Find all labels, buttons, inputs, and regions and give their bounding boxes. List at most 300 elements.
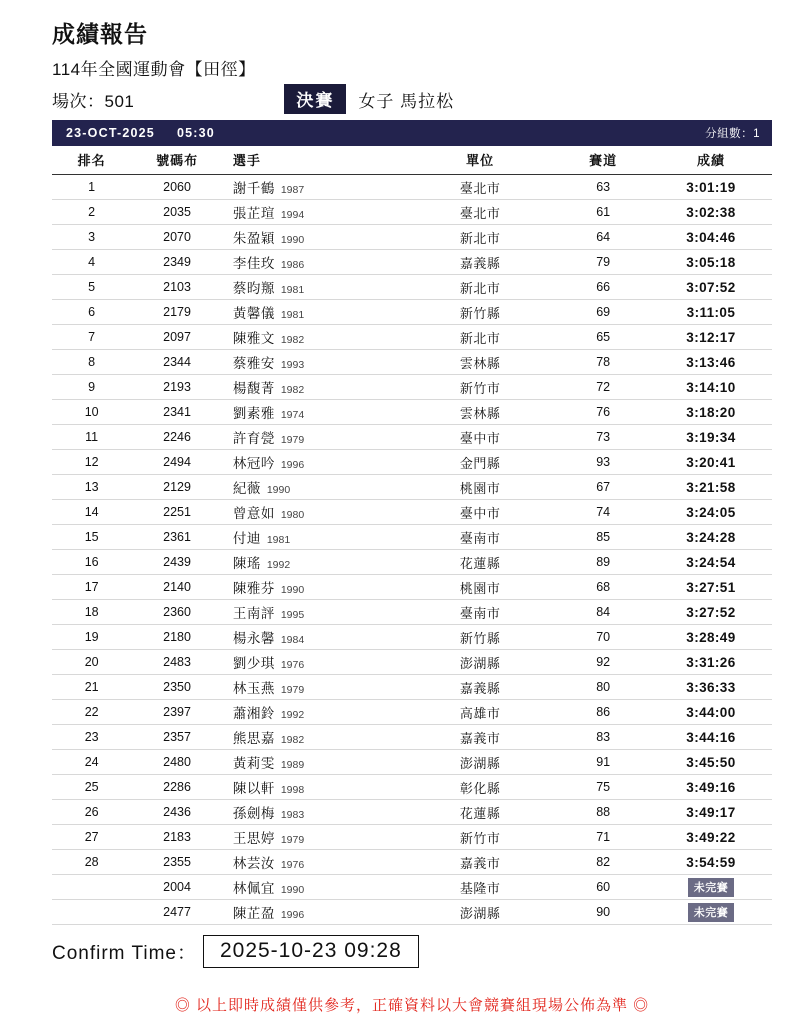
table-row [52,600,772,625]
table-row [52,625,772,650]
athlete-birth-year: 1982 [280,384,305,396]
column-header-team: 單位 [404,146,557,175]
table-row [52,525,772,550]
cell-rank [52,900,131,925]
results-table [52,146,772,925]
cell-team [404,400,557,425]
cell-rank: 19 [52,625,131,650]
cell-team [404,175,557,200]
team-name: 新竹市 [459,830,501,846]
cell-rank: 12 [52,450,131,475]
cell-mark: 3:19:34 [650,425,772,450]
column-header-rank: 排名 [52,146,131,175]
cell-bib: 2350 [131,675,223,700]
cell-mark: 3:01:19 [650,175,772,200]
athlete-name: 紀薇 [232,481,261,496]
cell-athlete [223,575,404,600]
cell-team [404,250,557,275]
cell-athlete [223,825,404,850]
cell-team [404,275,557,300]
cell-mark: 3:11:05 [650,300,772,325]
team-name: 新竹縣 [459,305,501,321]
round-badge: 決賽 [284,84,346,114]
table-header-row [52,146,772,175]
cell-bib: 2179 [131,300,223,325]
team-name: 桃園市 [459,480,501,496]
cell-team [404,850,557,875]
cell-lane: 90 [556,900,650,925]
cell-bib: 2361 [131,525,223,550]
cell-lane: 82 [556,850,650,875]
table-row [52,700,772,725]
athlete-name: 黃馨儀 [232,306,275,321]
cell-team [404,650,557,675]
cell-team [404,200,557,225]
athlete-name: 張芷瑄 [232,206,275,221]
team-name: 新竹市 [459,380,501,396]
cell-bib: 2439 [131,550,223,575]
athlete-birth-year: 1979 [280,434,305,446]
team-name: 臺南市 [459,605,501,621]
table-row [52,900,772,925]
cell-team [404,625,557,650]
cell-lane: 71 [556,825,650,850]
athlete-name: 林芸汝 [232,856,275,871]
athlete-birth-year: 1976 [280,659,305,671]
cell-athlete [223,525,404,550]
cell-bib: 2251 [131,500,223,525]
cell-mark: 3:24:28 [650,525,772,550]
cell-rank: 4 [52,250,131,275]
cell-team [404,900,557,925]
cell-athlete [223,550,404,575]
cell-athlete [223,300,404,325]
athlete-birth-year: 1981 [266,534,291,546]
table-row [52,875,772,900]
cell-bib: 2483 [131,650,223,675]
team-name: 雲林縣 [459,405,501,421]
column-header-lane: 賽道 [556,146,650,175]
athlete-name: 陳瑤 [232,556,261,571]
cell-mark: 3:36:33 [650,675,772,700]
cell-bib: 2355 [131,850,223,875]
cell-bib: 2060 [131,175,223,200]
cell-lane: 89 [556,550,650,575]
cell-athlete [223,775,404,800]
cell-mark: 3:07:52 [650,275,772,300]
athlete-birth-year: 1979 [280,684,305,696]
cell-team [404,825,557,850]
athlete-name: 陳雅芬 [232,581,275,596]
group-count: 分組數：1 [705,128,760,140]
cell-mark: 3:12:17 [650,325,772,350]
cell-athlete [223,650,404,675]
team-name: 高雄市 [459,705,501,721]
athlete-birth-year: 1992 [266,559,291,571]
cell-lane: 70 [556,625,650,650]
schedule-bar [52,120,772,146]
cell-athlete [223,250,404,275]
team-name: 澎湖縣 [459,655,501,671]
cell-athlete [223,600,404,625]
cell-athlete [223,450,404,475]
cell-mark: 3:27:51 [650,575,772,600]
cell-bib: 2103 [131,275,223,300]
athlete-name: 楊永馨 [232,631,275,646]
athlete-name: 陳芷盈 [232,906,275,921]
cell-lane: 65 [556,325,650,350]
cell-team [404,700,557,725]
athlete-name: 林佩宜 [232,881,275,896]
table-row [52,375,772,400]
cell-mark [650,900,772,925]
athlete-name: 曾意如 [232,506,275,521]
cell-lane: 86 [556,700,650,725]
cell-mark: 3:49:22 [650,825,772,850]
cell-rank: 10 [52,400,131,425]
results-table-body [52,175,772,925]
cell-bib: 2341 [131,400,223,425]
table-row [52,225,772,250]
cell-team [404,300,557,325]
team-name: 臺北市 [459,205,501,221]
table-row [52,575,772,600]
athlete-name: 陳以軒 [232,781,275,796]
table-row [52,800,772,825]
cell-mark: 3:02:38 [650,200,772,225]
round-block [284,84,454,114]
cell-lane: 63 [556,175,650,200]
cell-athlete [223,675,404,700]
team-name: 彰化縣 [459,780,501,796]
cell-mark: 3:13:46 [650,350,772,375]
cell-lane: 91 [556,750,650,775]
table-row [52,300,772,325]
athlete-name: 林玉燕 [232,681,275,696]
table-row [52,475,772,500]
cell-mark: 3:44:16 [650,725,772,750]
cell-rank: 24 [52,750,131,775]
team-name: 基隆市 [459,880,501,896]
schedule-bar-left [66,126,215,140]
cell-team [404,725,557,750]
cell-athlete [223,275,404,300]
cell-lane: 68 [556,575,650,600]
athlete-birth-year: 1990 [280,884,305,896]
cell-rank: 18 [52,600,131,625]
table-row [52,275,772,300]
cell-team [404,425,557,450]
footer-disclaimer: ◎ 以上即時成績僅供參考，正確資料以大會競賽組現場公佈為準 ◎ [174,997,650,1015]
cell-athlete [223,475,404,500]
table-row [52,725,772,750]
cell-mark: 3:27:52 [650,600,772,625]
results-table-head [52,146,772,175]
team-name: 嘉義縣 [459,255,501,271]
cell-mark: 3:45:50 [650,750,772,775]
cell-rank: 1 [52,175,131,200]
table-row [52,550,772,575]
cell-team [404,750,557,775]
cell-athlete [223,700,404,725]
athlete-birth-year: 1974 [280,409,305,421]
cell-rank: 11 [52,425,131,450]
cell-lane: 93 [556,450,650,475]
cell-bib: 2477 [131,900,223,925]
cell-rank: 16 [52,550,131,575]
cell-lane: 60 [556,875,650,900]
cell-lane: 67 [556,475,650,500]
athlete-name: 蕭湘鈴 [232,706,275,721]
cell-bib: 2436 [131,800,223,825]
confirm-time-value: 2025-10-23 09:28 [203,935,419,968]
table-row [52,675,772,700]
cell-mark: 3:24:05 [650,500,772,525]
cell-athlete [223,425,404,450]
cell-lane: 78 [556,350,650,375]
meet-name: 114年全國運動會【田徑】 [52,60,256,79]
team-name: 新竹縣 [459,630,501,646]
cell-mark: 3:21:58 [650,475,772,500]
athlete-birth-year: 1989 [280,759,305,771]
cell-team [404,325,557,350]
cell-rank: 8 [52,350,131,375]
athlete-name: 謝千鶴 [232,181,275,196]
cell-team [404,525,557,550]
table-row [52,250,772,275]
cell-bib: 2129 [131,475,223,500]
cell-rank: 3 [52,225,131,250]
cell-mark: 3:28:49 [650,625,772,650]
team-name: 新北市 [459,330,501,346]
cell-bib: 2180 [131,625,223,650]
athlete-name: 朱盈穎 [232,231,275,246]
cell-lane: 76 [556,400,650,425]
cell-rank: 17 [52,575,131,600]
athlete-name: 孫劍梅 [232,806,275,821]
athlete-name: 李佳玫 [232,256,275,271]
athlete-birth-year: 1998 [280,784,305,796]
cell-bib: 2140 [131,575,223,600]
team-name: 花蓮縣 [459,555,501,571]
cell-athlete [223,875,404,900]
status-badge: 未完賽 [688,903,735,922]
cell-lane: 64 [556,225,650,250]
cell-rank: 6 [52,300,131,325]
cell-team [404,875,557,900]
cell-team [404,350,557,375]
athlete-birth-year: 1982 [280,734,305,746]
cell-mark: 3:05:18 [650,250,772,275]
cell-bib: 2344 [131,350,223,375]
cell-mark: 3:31:26 [650,650,772,675]
cell-mark: 3:20:41 [650,450,772,475]
cell-bib: 2035 [131,200,223,225]
cell-lane: 79 [556,250,650,275]
table-row [52,200,772,225]
team-name: 澎湖縣 [459,755,501,771]
cell-rank: 20 [52,650,131,675]
cell-rank: 7 [52,325,131,350]
athlete-birth-year: 1992 [280,709,305,721]
team-name: 臺中市 [459,505,501,521]
cell-rank: 14 [52,500,131,525]
team-name: 雲林縣 [459,355,501,371]
cell-athlete [223,750,404,775]
session-row [52,84,772,114]
cell-bib: 2246 [131,425,223,450]
team-name: 花蓮縣 [459,805,501,821]
athlete-name: 王南評 [232,606,275,621]
session-number: 場次：501 [52,91,135,111]
cell-lane: 72 [556,375,650,400]
athlete-birth-year: 1995 [280,609,305,621]
cell-lane: 74 [556,500,650,525]
table-row [52,775,772,800]
cell-bib: 2349 [131,250,223,275]
cell-bib: 2193 [131,375,223,400]
table-row [52,325,772,350]
cell-team [404,225,557,250]
team-name: 新北市 [459,280,501,296]
cell-rank: 9 [52,375,131,400]
cell-bib: 2360 [131,600,223,625]
column-header-bib: 號碼布 [131,146,223,175]
cell-mark [650,875,772,900]
athlete-birth-year: 1982 [280,334,305,346]
cell-athlete [223,625,404,650]
athlete-birth-year: 1987 [280,184,305,196]
cell-team [404,475,557,500]
table-row [52,175,772,200]
athlete-birth-year: 1990 [280,584,305,596]
event-date: 23-OCT-2025 [66,126,155,140]
event-name: 女子 馬拉松 [358,91,455,111]
cell-mark: 3:49:17 [650,800,772,825]
cell-rank: 15 [52,525,131,550]
athlete-name: 付迪 [232,531,261,546]
athlete-birth-year: 1981 [280,284,305,296]
team-name: 臺南市 [459,530,501,546]
table-row [52,450,772,475]
cell-team [404,500,557,525]
cell-bib: 2480 [131,750,223,775]
cell-rank: 28 [52,850,131,875]
table-row [52,750,772,775]
cell-rank: 2 [52,200,131,225]
cell-athlete [223,200,404,225]
team-name: 澎湖縣 [459,905,501,921]
athlete-birth-year: 1984 [280,634,305,646]
athlete-name: 劉素雅 [232,406,275,421]
table-row [52,850,772,875]
athlete-birth-year: 1981 [280,309,305,321]
team-name: 嘉義縣 [459,680,501,696]
cell-lane: 61 [556,200,650,225]
cell-rank: 27 [52,825,131,850]
athlete-name: 林冠吟 [232,456,275,471]
confirm-time-label: Confirm Time： [52,943,197,965]
cell-athlete [223,325,404,350]
athlete-birth-year: 1993 [280,359,305,371]
cell-mark: 3:04:46 [650,225,772,250]
cell-bib: 2183 [131,825,223,850]
cell-rank: 26 [52,800,131,825]
cell-bib: 2004 [131,875,223,900]
cell-lane: 88 [556,800,650,825]
athlete-birth-year: 1990 [266,484,291,496]
cell-athlete [223,350,404,375]
status-badge: 未完賽 [688,878,735,897]
athlete-name: 王思婷 [232,831,275,846]
cell-mark: 3:24:54 [650,550,772,575]
table-row [52,650,772,675]
athlete-birth-year: 1986 [280,259,305,271]
athlete-name: 劉少琪 [232,656,275,671]
cell-bib: 2357 [131,725,223,750]
cell-lane: 66 [556,275,650,300]
confirm-time-row [52,935,772,968]
athlete-birth-year: 1976 [280,859,305,871]
table-row [52,350,772,375]
cell-rank: 25 [52,775,131,800]
cell-rank: 21 [52,675,131,700]
athlete-birth-year: 1979 [280,834,305,846]
cell-athlete [223,175,404,200]
athlete-name: 許育甇 [232,431,275,446]
athlete-name: 蔡雅安 [232,356,275,371]
athlete-name: 蔡昀羱 [232,281,275,296]
team-name: 新北市 [459,230,501,246]
athlete-birth-year: 1996 [280,459,305,471]
team-name: 嘉義市 [459,730,501,746]
cell-lane: 92 [556,650,650,675]
table-row [52,400,772,425]
cell-mark: 3:49:16 [650,775,772,800]
table-row [52,425,772,450]
cell-lane: 73 [556,425,650,450]
cell-rank: 5 [52,275,131,300]
cell-rank: 13 [52,475,131,500]
cell-lane: 84 [556,600,650,625]
cell-bib: 2494 [131,450,223,475]
cell-lane: 85 [556,525,650,550]
cell-lane: 69 [556,300,650,325]
cell-athlete [223,400,404,425]
cell-rank: 22 [52,700,131,725]
cell-athlete [223,800,404,825]
team-name: 桃園市 [459,580,501,596]
cell-team [404,775,557,800]
athlete-birth-year: 1994 [280,209,305,221]
cell-athlete [223,850,404,875]
athlete-birth-year: 1980 [280,509,305,521]
cell-team [404,550,557,575]
cell-rank [52,875,131,900]
team-name: 臺中市 [459,430,501,446]
team-name: 臺北市 [459,180,501,196]
table-row [52,825,772,850]
cell-lane: 80 [556,675,650,700]
cell-athlete [223,725,404,750]
cell-bib: 2286 [131,775,223,800]
cell-team [404,575,557,600]
cell-team [404,675,557,700]
cell-team [404,450,557,475]
team-name: 金門縣 [459,455,501,471]
cell-bib: 2070 [131,225,223,250]
athlete-birth-year: 1996 [280,909,305,921]
